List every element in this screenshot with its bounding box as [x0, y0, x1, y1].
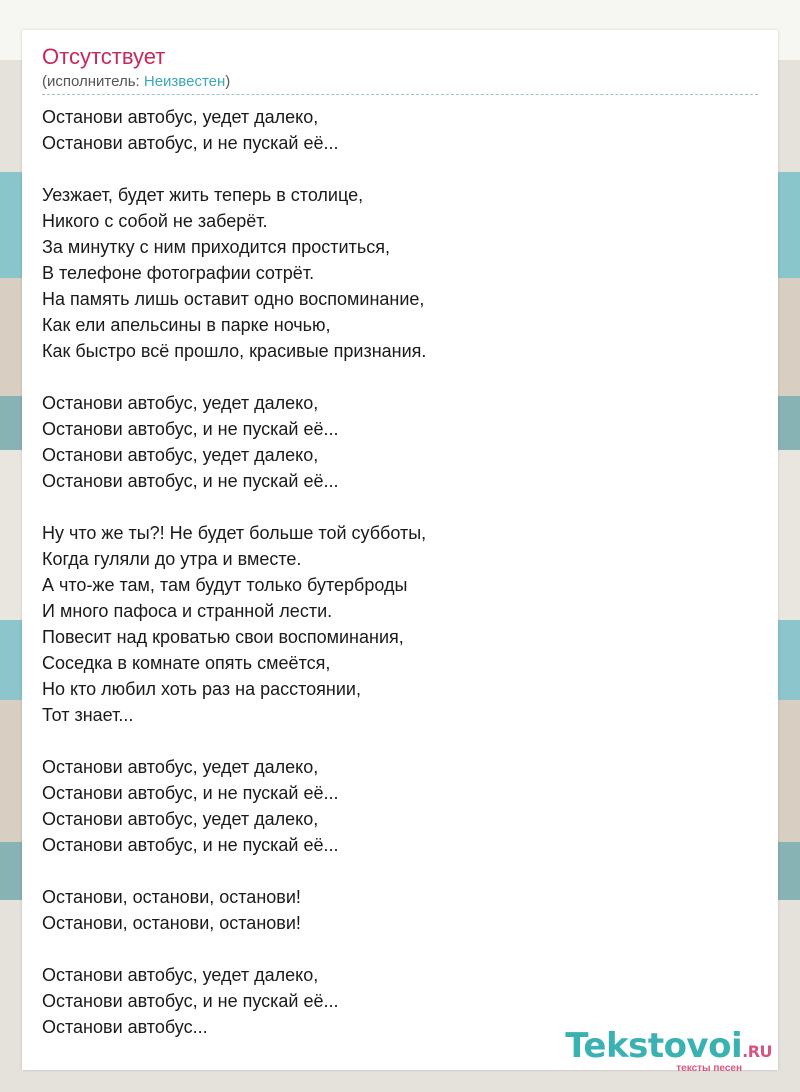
lyrics-line: Уезжает, будет жить теперь в столице, — [42, 185, 364, 205]
lyrics-stanza — [42, 104, 758, 156]
lyrics-line: Останови автобус, и не пускай её... — [42, 835, 339, 855]
lyrics-line: Останови, останови, останови! — [42, 913, 301, 933]
artist-link[interactable]: Неизвестен — [143, 73, 226, 90]
lyrics-line: Останови, останови, останови! — [42, 887, 301, 907]
lyrics-line: Останови автобус, уедет далеко, — [42, 965, 319, 985]
lyrics-line: Останови автобус, уедет далеко, — [42, 809, 319, 829]
lyrics-line: Останови автобус, и не пускай её... — [42, 133, 339, 153]
lyrics-line: За минутку с ним приходится проститься, — [42, 237, 390, 257]
lyrics-line: Останови автобус, уедет далеко, — [42, 445, 319, 465]
lyrics-line: Но кто любил хоть раз на расстоянии, — [42, 679, 361, 699]
header-divider — [42, 94, 758, 95]
site-tagline: тексты песен — [676, 1063, 742, 1074]
lyrics-line: А что-же там, там будут только бутерброды — [42, 575, 408, 595]
lyrics-line: Повесит над кроватью свои воспоминания, — [42, 627, 404, 647]
lyrics-line: Останови автобус, и не пускай её... — [42, 783, 339, 803]
lyrics-stanza — [42, 520, 758, 728]
lyrics-line: Останови автобус, и не пускай её... — [42, 991, 339, 1011]
lyrics-stanza — [42, 884, 758, 936]
lyrics-line: Никого с собой не заберёт. — [42, 211, 268, 231]
lyrics-line: В телефоне фотографии сотрёт. — [42, 263, 315, 283]
lyrics-line: Останови автобус, уедет далеко, — [42, 107, 319, 127]
lyrics-line: Как ели апельсины в парке ночью, — [42, 315, 331, 335]
artist-line — [42, 73, 230, 90]
lyrics-line: Останови автобус, и не пускай её... — [42, 471, 339, 491]
site-logo-text: Tekstovoi — [565, 1026, 743, 1066]
lyrics-line: Останови автобус, уедет далеко, — [42, 757, 319, 777]
lyrics-line: Ну что же ты?! Не будет больше той субботы, — [42, 523, 427, 543]
lyrics-line: Как быстро всё прошло, красивые признания. — [42, 341, 427, 361]
artist-prefix: (исполнитель: — [42, 73, 144, 90]
lyrics-line: Соседка в комнате опять смеётся, — [42, 653, 331, 673]
lyrics-stanza — [42, 182, 758, 364]
song-title: Отсутствует — [42, 44, 166, 69]
artist-suffix: ) — [225, 73, 231, 90]
lyrics-card — [22, 30, 778, 1070]
lyrics-line: Останови автобус... — [42, 1017, 208, 1037]
site-logo-tld: .RU — [742, 1042, 772, 1061]
lyrics-line: И много пафоса и странной лести. — [42, 601, 333, 621]
lyrics-text — [42, 104, 758, 1040]
site-watermark — [565, 1026, 772, 1074]
site-logo — [565, 1026, 772, 1066]
lyrics-stanza — [42, 390, 758, 494]
lyrics-line: На память лишь оставит одно воспоминание, — [42, 289, 425, 309]
lyrics-stanza — [42, 754, 758, 858]
lyrics-line: Останови автобус, и не пускай её... — [42, 419, 339, 439]
lyrics-line: Тот знает... — [42, 705, 134, 725]
lyrics-line: Останови автобус, уедет далеко, — [42, 393, 319, 413]
lyrics-line: Когда гуляли до утра и вместе. — [42, 549, 302, 569]
